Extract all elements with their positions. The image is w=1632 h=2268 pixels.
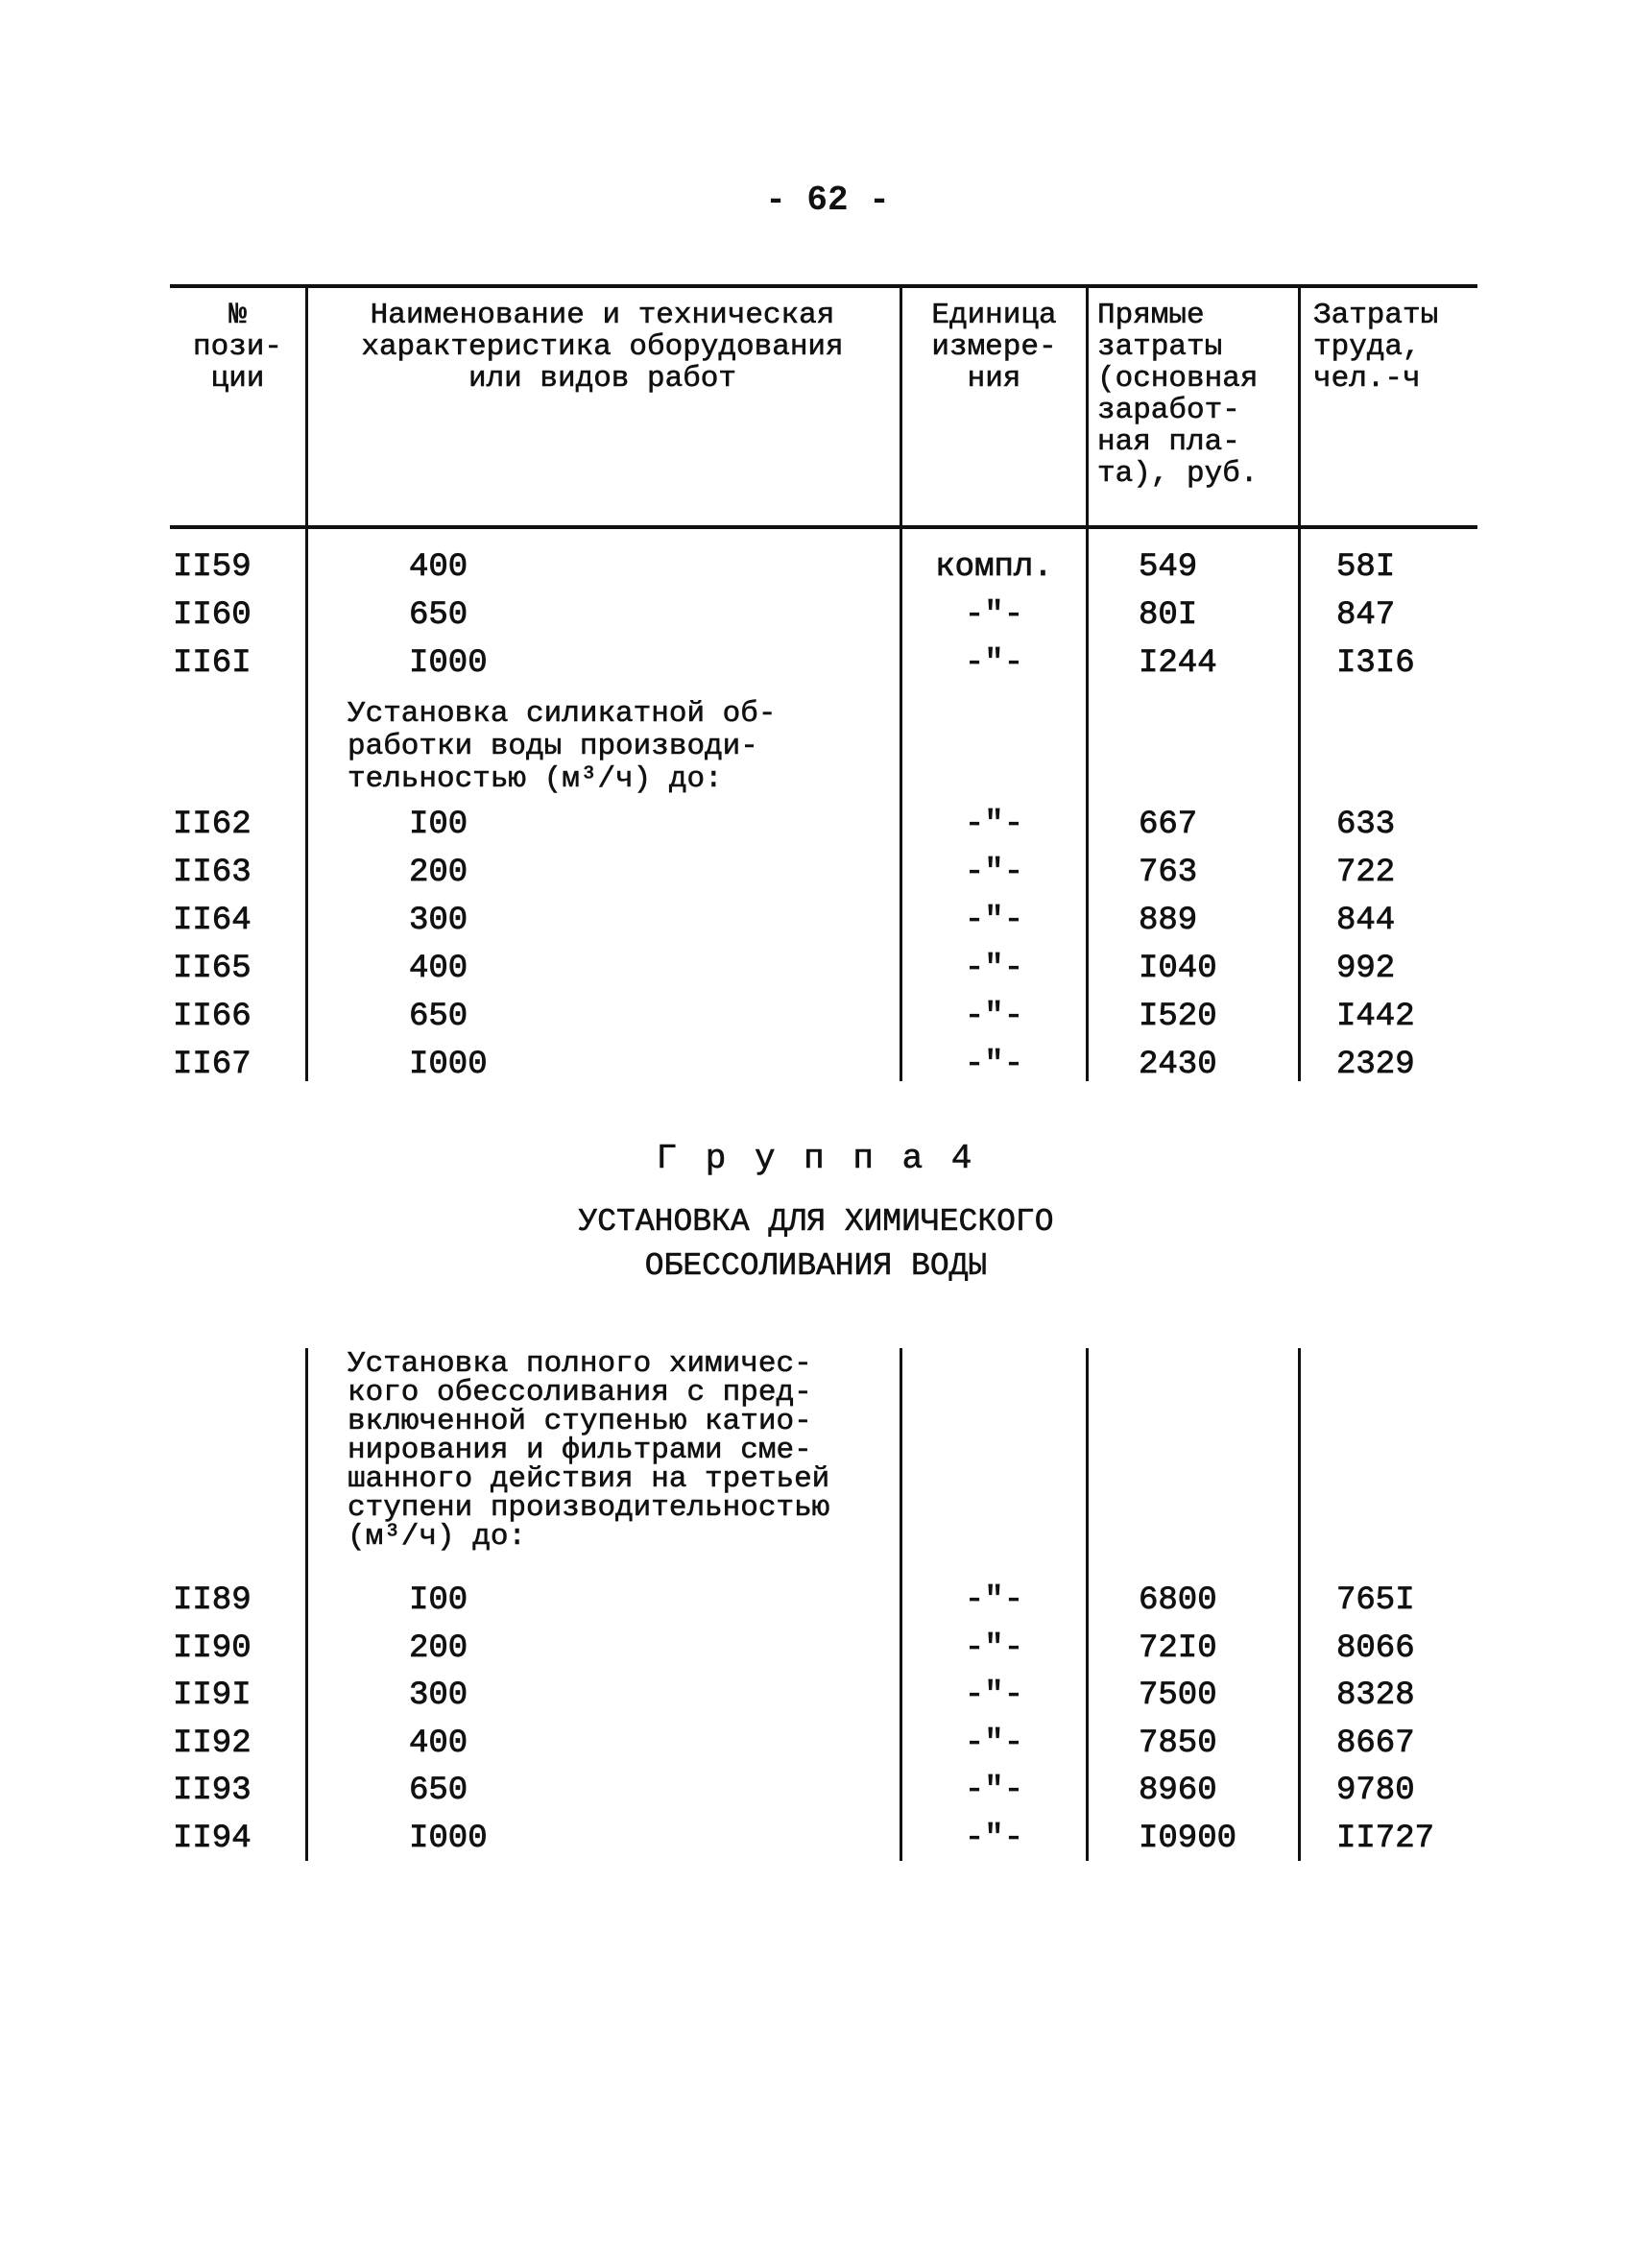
table2-description [348, 1347, 830, 1554]
header-line: пози- [192, 330, 282, 364]
unit-cell: -"- [964, 951, 1024, 987]
header-direct-costs [1097, 300, 1258, 490]
unit-cell: -"- [964, 855, 1024, 891]
description-line: ступени производительностью [348, 1491, 830, 1525]
name-cell: 650 [409, 999, 468, 1035]
description-line: шанного действия на третьей [348, 1462, 830, 1496]
unit-cell: -"- [964, 1821, 1024, 1857]
header-line: ная пла- [1097, 425, 1240, 459]
cost-cell: 889 [1139, 903, 1198, 939]
cost-cell: 7850 [1139, 1725, 1217, 1762]
name-cell: I000 [409, 1047, 488, 1083]
description-line: Установка полного химичес- [348, 1347, 812, 1381]
header-position [170, 300, 305, 395]
cost-cell: I244 [1139, 645, 1217, 682]
position-cell: II63 [173, 855, 252, 891]
name-cell: 650 [409, 597, 468, 634]
header-line: характеристика оборудования [361, 330, 844, 364]
header-line: № [228, 299, 247, 332]
position-cell: II67 [173, 1047, 252, 1083]
header-line: затраты [1097, 330, 1223, 364]
labor-cell: 844 [1336, 903, 1396, 939]
group-label: Г р у п п а 4 [656, 1139, 976, 1178]
labor-cell: 2329 [1336, 1047, 1415, 1083]
labor-cell: 722 [1336, 855, 1396, 891]
unit-cell: -"- [964, 645, 1024, 682]
description-line: нирования и фильтрами сме- [348, 1434, 812, 1467]
cost-cell: I040 [1139, 951, 1217, 987]
description-line: кого обессоливания с пред- [348, 1376, 812, 1410]
cost-cell: 2430 [1139, 1047, 1217, 1083]
unit-cell: -"- [964, 1630, 1024, 1667]
cost-cell: 549 [1139, 549, 1198, 586]
position-cell: II65 [173, 951, 252, 987]
column-divider [305, 286, 308, 1081]
position-cell: II94 [173, 1821, 252, 1857]
labor-cell: 8066 [1336, 1630, 1415, 1667]
name-cell: I00 [409, 1582, 468, 1619]
name-cell: 200 [409, 1630, 468, 1667]
position-cell: II9I [173, 1677, 252, 1714]
labor-cell: 58I [1336, 549, 1396, 586]
position-cell: II59 [173, 549, 252, 586]
position-cell: II6I [173, 645, 252, 682]
labor-cell: 765I [1336, 1582, 1415, 1619]
header-line: труда, [1313, 330, 1421, 364]
position-cell: II90 [173, 1630, 252, 1667]
cost-cell: I520 [1139, 999, 1217, 1035]
column-divider [1086, 286, 1089, 1081]
header-labor [1313, 300, 1438, 395]
column-divider [1298, 1348, 1301, 1861]
labor-cell: I3I6 [1336, 645, 1415, 682]
unit-cell: -"- [964, 597, 1024, 634]
description-line: включенной ступенью катио- [348, 1405, 812, 1438]
column-divider [1086, 1348, 1089, 1861]
labor-cell: I442 [1336, 999, 1415, 1035]
header-line: та), руб. [1097, 457, 1259, 491]
cost-cell: 667 [1139, 807, 1198, 843]
description-line: тельностью (м³/ч) до: [348, 762, 723, 796]
unit-cell: -"- [964, 1047, 1024, 1083]
labor-cell: 992 [1336, 951, 1396, 987]
header-line: заработ- [1097, 394, 1240, 427]
unit-cell: -"- [964, 999, 1024, 1035]
header-line: чел.-ч [1313, 362, 1421, 396]
header-line: Прямые [1097, 299, 1205, 332]
labor-cell: 8328 [1336, 1677, 1415, 1714]
name-cell: 400 [409, 1725, 468, 1762]
position-cell: II93 [173, 1773, 252, 1809]
name-cell: 650 [409, 1773, 468, 1809]
description-line: Установка силикатной об- [348, 697, 777, 731]
unit-cell: -"- [964, 1582, 1024, 1619]
unit-cell: -"- [964, 1725, 1024, 1762]
table1-description [348, 698, 776, 796]
group-title-line: УСТАНОВКА ДЛЯ ХИМИЧЕСКОГО [578, 1204, 1054, 1240]
name-cell: 400 [409, 549, 468, 586]
header-line: ции [210, 362, 265, 396]
description-line: работки воды производи- [348, 730, 758, 763]
position-cell: II64 [173, 903, 252, 939]
labor-cell: II727 [1336, 1821, 1435, 1857]
header-line: ния [967, 362, 1021, 396]
name-cell: 200 [409, 855, 468, 891]
name-cell: I000 [409, 645, 488, 682]
position-cell: II89 [173, 1582, 252, 1619]
cost-cell: 7500 [1139, 1677, 1217, 1714]
labor-cell: 847 [1336, 597, 1396, 634]
header-name [305, 300, 900, 395]
position-cell: II92 [173, 1725, 252, 1762]
header-bottom-rule [170, 525, 1477, 529]
unit-cell: -"- [964, 903, 1024, 939]
header-line: Наименование и техническая [370, 299, 835, 332]
header-unit [902, 300, 1086, 395]
name-cell: 300 [409, 1677, 468, 1714]
cost-cell: 763 [1139, 855, 1198, 891]
header-line: или видов работ [468, 362, 737, 396]
unit-cell: -"- [964, 1677, 1024, 1714]
unit-cell: -"- [964, 807, 1024, 843]
name-cell: I000 [409, 1821, 488, 1857]
name-cell: 400 [409, 951, 468, 987]
name-cell: 300 [409, 903, 468, 939]
name-cell: I00 [409, 807, 468, 843]
position-cell: II60 [173, 597, 252, 634]
unit-cell: компл. [935, 549, 1053, 586]
column-divider [305, 1348, 308, 1861]
group-title-line: ОБЕССОЛИВАНИЯ ВОДЫ [644, 1248, 988, 1284]
header-line: измере- [931, 330, 1057, 364]
table-top-rule [170, 284, 1477, 288]
position-cell: II62 [173, 807, 252, 843]
cost-cell: 8960 [1139, 1773, 1217, 1809]
page-number: - 62 - [765, 181, 890, 220]
description-line: (м³/ч) до: [348, 1520, 527, 1554]
cost-cell: 80I [1139, 597, 1198, 634]
cost-cell: 6800 [1139, 1582, 1217, 1619]
column-divider [1298, 286, 1301, 1081]
labor-cell: 9780 [1336, 1773, 1415, 1809]
header-line: (основная [1097, 362, 1259, 396]
labor-cell: 8667 [1336, 1725, 1415, 1762]
header-line: Затраты [1313, 299, 1439, 332]
cost-cell: I0900 [1139, 1821, 1237, 1857]
cost-cell: 72I0 [1139, 1630, 1217, 1667]
labor-cell: 633 [1336, 807, 1396, 843]
unit-cell: -"- [964, 1773, 1024, 1809]
position-cell: II66 [173, 999, 252, 1035]
header-line: Единица [931, 299, 1057, 332]
